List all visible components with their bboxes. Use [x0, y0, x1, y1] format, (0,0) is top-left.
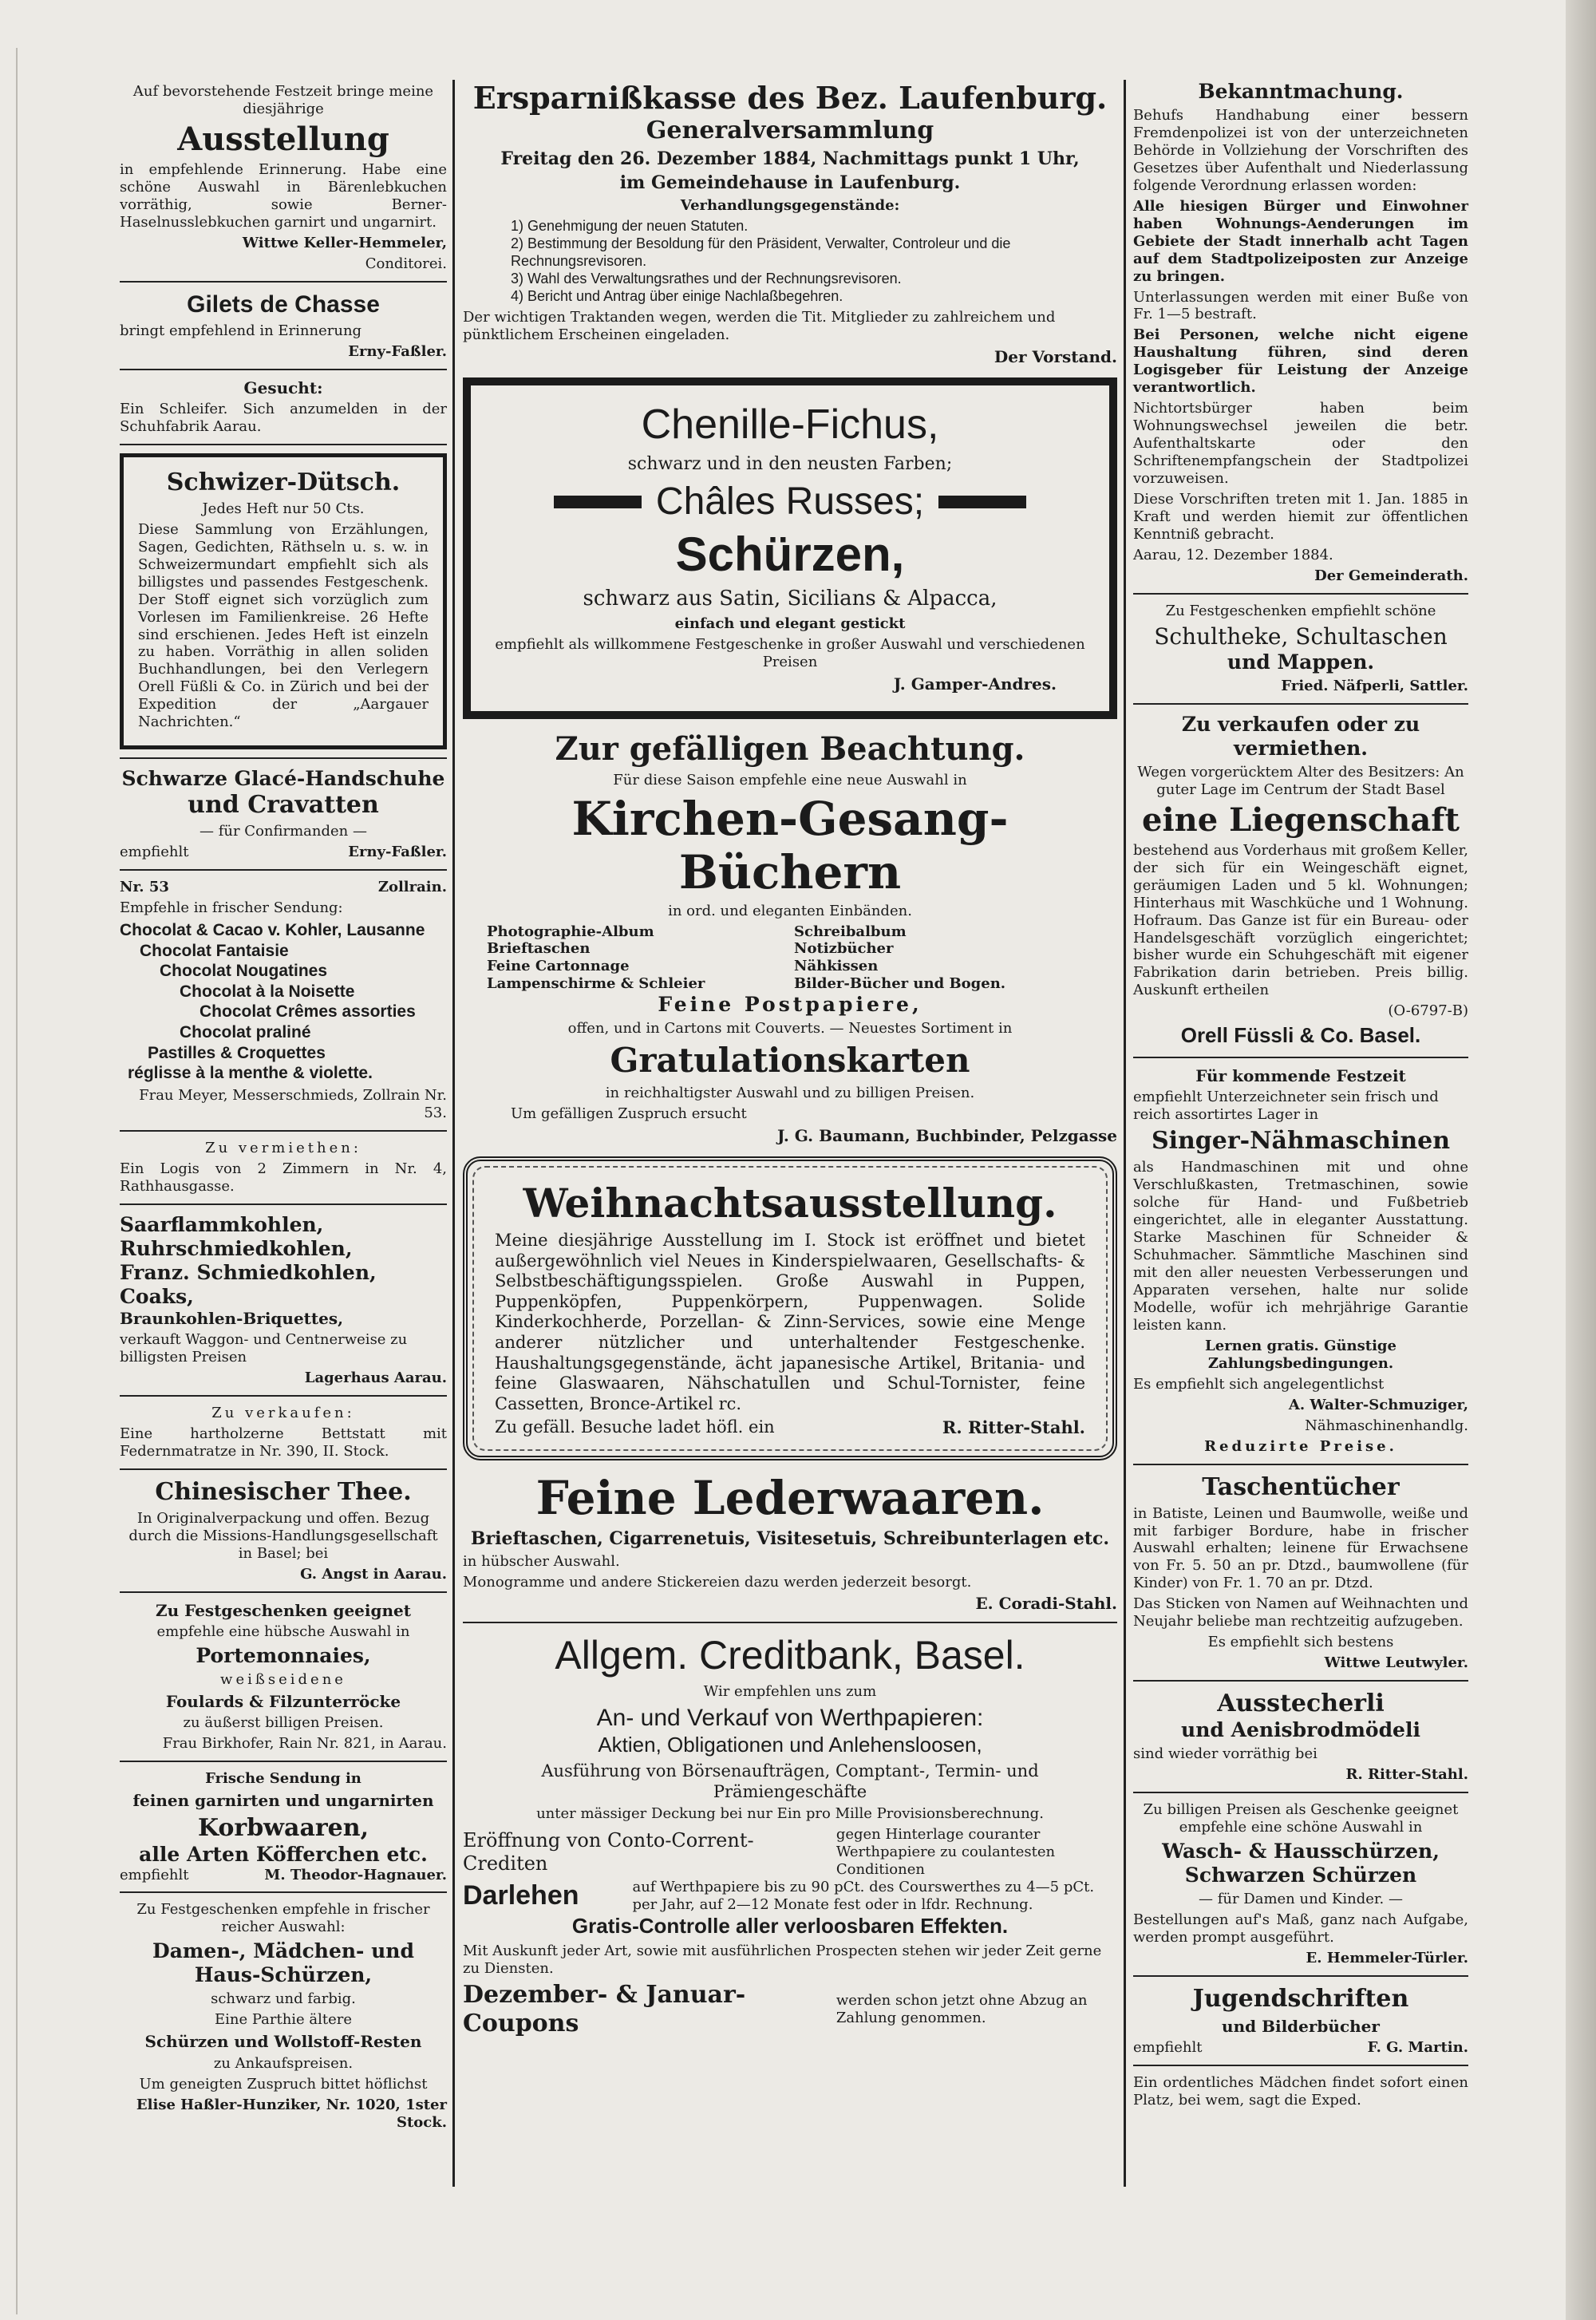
ad-body: Monogramme und andere Stickereien dazu werden jederzeit besorgt.: [463, 1573, 972, 1591]
ad-weihnachtsausstellung: [463, 1156, 1117, 1460]
ad-intro: Wir empfehlen uns zum: [703, 1682, 877, 1700]
agenda-item: 4) Bericht und Antrag über einige Nachlaßbegehren.: [511, 288, 843, 305]
decorative-bar: [554, 496, 642, 508]
ad-korbwaaren: [120, 1770, 447, 1883]
column-left: [120, 80, 447, 2135]
column-center: [463, 80, 1117, 2039]
ad-place: Zollrain.: [377, 879, 447, 896]
ad-bekanntmachung: [1133, 80, 1468, 585]
list-item: Schreibalbum: [794, 923, 907, 940]
divider: [120, 1203, 447, 1205]
ad-title: Jugendschriften: [1192, 1984, 1409, 2013]
ad-bold: Bei Personen, welche nicht eigene Haushaltung führen, sind deren Logisgeber für Leistung der Anzeige verantwortlich.: [1133, 326, 1468, 397]
ad-subtitle: Foulards & Filzunterröcke: [165, 1691, 401, 1711]
ad-body: Zu billigen Preisen als Geschenke geeignet empfehle eine schöne Auswahl in: [1143, 1801, 1459, 1836]
ad-title: Damen-, Mädchen- und Haus-Schürzen,: [152, 1939, 414, 1987]
ad-line: Eröffnung von Conto-Corrent-Crediten: [463, 1828, 754, 1875]
ad-title: Ausstecherli: [1217, 1690, 1385, 1718]
ad-ausstecherli: [1133, 1690, 1468, 1784]
ad-signer: R. Ritter-Stahl.: [942, 1417, 1085, 1438]
ad-body: Um geneigten Zuspruch bittet höflichst: [139, 2075, 428, 2093]
ad-line: Ruhrschmiedkohlen,: [120, 1236, 353, 1260]
agenda-item: 3) Wahl des Verwaltungsrathes und der Rechnungsrevisoren.: [511, 271, 902, 287]
ad-subtitle: einfach und elegant gestickt: [674, 615, 906, 632]
ad-subtitle: — für Damen und Kinder. —: [1199, 1890, 1403, 1907]
ad-headline: Kirchen-Gesang-Büchern: [571, 792, 1009, 899]
ad-gilets: [120, 290, 447, 361]
ad-subtitle: Gratis-Controlle aller verloosbaren Effekten.: [571, 1914, 1009, 1939]
ad-body: als Handmaschinen mit und ohne Verschlußkasten, Tretmaschinen, sowie solche für Hand- und Fußbetrieb eingerichtet, alle in eleganter Ausstattung. Starke Maschinen für Schneider & Schuhmacher. Sämmtliche Maschinen sind mit den aller neuesten Verbesserungen und Apparaten versehen, halte nur solide Modelle, wofür ich mehrjährige Garantie leisten kann.: [1133, 1159, 1468, 1334]
ad-signer: Der Gemeinderath.: [1314, 567, 1468, 584]
ad-title: Zu Festgeschenken geeignet: [156, 1600, 411, 1620]
ad-signer: E. Hemmeler-Türler.: [1306, 1949, 1468, 1966]
ad-title: Schwarzen Schürzen: [1184, 1863, 1417, 1887]
ad-items: Brieftaschen, Cigarrenetuis, Visitesetuis, Schreibunterlagen etc.: [470, 1528, 1110, 1549]
divider: [120, 1891, 447, 1893]
ad-body: Es empfiehlt sich bestens: [1207, 1634, 1394, 1651]
ad-title: Schürzen,: [675, 528, 905, 582]
ad-body: Diese Vorschriften treten mit 1. Jan. 1885 in Kraft und werden hiemit zur öffentlichen Kenntniß gebracht.: [1133, 491, 1468, 543]
ad-subtitle: schwarz und farbig.: [211, 1990, 356, 2008]
ad-body: offen, und in Cartons mit Couverts. — Neuestes Sortiment in: [567, 1020, 1013, 1037]
divider: [120, 1761, 447, 1762]
ad-intro: Für diese Saison empfehle eine neue Auswahl in: [613, 772, 967, 789]
divider: [1133, 2065, 1468, 2066]
ad-line: Franz. Schmiedkohlen,: [120, 1260, 377, 1284]
ad-left-text: empfiehlt: [120, 844, 189, 861]
ad-body: in reichhaltigster Auswahl und zu billigen Preisen.: [605, 1084, 975, 1101]
ad-body: zu Ankaufspreisen.: [213, 2054, 354, 2072]
ad-signer: Erny-Faßler.: [348, 844, 447, 861]
ad-number: Nr. 53: [120, 879, 169, 896]
ad-note: — für Confirmanden —: [200, 823, 367, 840]
ad-date: Freitag den 26. Dezember 1884, Nachmittags punkt 1 Uhr,: [500, 148, 1080, 169]
ad-body: in empfehlende Erinnerung. Habe eine schöne Auswahl in Bärenlebkuchen vorräthig, sowie Berner-Haselnusslebkuchen garnirt und ungarnirt.: [120, 160, 447, 231]
ad-body: Mit Auskunft jeder Art, sowie mit ausführlichen Prospecten stehen wir jeder Zeit gerne zu Diensten.: [463, 1942, 1102, 1977]
divider: [1133, 1464, 1468, 1465]
ad-left-text: empfiehlt: [120, 1866, 189, 1883]
list-item: Feine Cartonnage: [487, 958, 630, 975]
ad-body: Bestellungen auf's Maß, ganz nach Aufgabe, werden prompt ausgeführt.: [1133, 1911, 1468, 1946]
ad-subtitle: schwarz und in den neusten Farben;: [627, 453, 953, 474]
ad-place: im Gemeindehause in Laufenburg.: [619, 172, 961, 194]
ad-title: Bekanntmachung.: [1198, 80, 1404, 103]
ad-signer: M. Theodor-Hagnauer.: [264, 1866, 447, 1883]
ad-schultheke: [1133, 603, 1468, 695]
divider: [1133, 703, 1468, 705]
list-item: Chocolat Fantaisie: [140, 941, 289, 960]
ad-signer: Wittwe Keller-Hemmeler,: [242, 234, 447, 251]
ad-title: Châles Russes;: [655, 480, 925, 523]
ad-thee: [120, 1478, 447, 1583]
ad-chocolat: [120, 879, 447, 1122]
ad-intro: Zu Festgeschenken empfiehlt schöne: [1165, 602, 1436, 619]
ad-subtitle: An- und Verkauf von Werthpapieren:: [596, 1704, 984, 1731]
ad-body: Behufs Handhabung einer bessern Fremdenpolizei ist von der unterzeichneten Behörde in Vollziehung der Vorschriften des Gesetzes über Aufenthalt und Niederlassung folgende Verordnung erlassen worden:: [1133, 107, 1468, 194]
ad-beachtung: [463, 730, 1117, 1145]
ad-signer: A. Walter-Schmuziger,: [1288, 1396, 1468, 1413]
divider: [1133, 1792, 1468, 1793]
ad-signer: Frau Birkhofer, Rain Nr. 821, in Aarau.: [162, 1735, 447, 1753]
ad-body: Es empfiehlt sich angelegentlichst: [1133, 1375, 1385, 1393]
ad-portemonnaies: [120, 1601, 447, 1753]
ad-subtitle: und Bilderbücher: [1222, 2016, 1380, 2036]
ad-ersparnisskasse: [463, 80, 1117, 366]
divider: [120, 444, 447, 445]
ad-title: Gilets de Chasse: [187, 290, 380, 318]
ad-title: Chinesischer Thee.: [155, 1477, 412, 1506]
divider: [120, 1591, 447, 1593]
ad-body: Nichtortsbürger haben beim Wohnungswechsel jeweilen die betr. Aufenthaltskarte oder den Schriftenempfangschein der Stadtpolizei vorzuweisen.: [1133, 400, 1468, 488]
ad-bold: Schürzen und Wollstoff-Resten: [144, 2032, 422, 2052]
ad-body: Eine Parthie ältere: [214, 2011, 353, 2029]
ad-title: Allgem. Creditbank, Basel.: [555, 1632, 1025, 1678]
ad-title: Zu verkaufen oder zu vermiethen.: [1181, 712, 1420, 760]
ad-signer: E. Coradi-Stahl.: [975, 1594, 1117, 1614]
list-item: Photographie-Album: [487, 923, 654, 940]
ad-title: Schwizer-Dütsch.: [166, 468, 401, 496]
ad-signer: J. Gamper-Andres.: [893, 674, 1057, 694]
list-item: Chocolat praliné: [180, 1023, 311, 1042]
divider: [120, 1468, 447, 1470]
ad-vermiethen: [120, 1140, 447, 1196]
ad-line: Saarflammkohlen,: [120, 1212, 324, 1236]
ad-body: in Batiste, Leinen und Baumwolle, weiße und mit farbiger Bordure, habe in frischer Auswahl erhalten; leinene für Erwachsene von Fr. 5. 50 an pr. Dtzd., baumwollene (für Kinder) von Fr. 1. 70 an pr. Dtzd.: [1133, 1504, 1468, 1592]
ad-body: zu äußerst billigen Preisen.: [183, 1714, 384, 1732]
ad-title: Ausstellung: [177, 120, 389, 158]
ad-body: empfiehlt als willkommene Festgeschenke in großer Auswahl und verschiedenen Preisen: [495, 635, 1085, 670]
ad-body: bringt empfehlend in Erinnerung: [120, 322, 362, 339]
ad-intro: Empfehle in frischer Sendung:: [120, 899, 343, 917]
ad-headline: eine Liegenschaft: [1142, 800, 1460, 839]
ad-verkaufen: [120, 1405, 447, 1460]
ad-body: empfiehlt Unterzeichneter sein frisch und reich assortirtes Lager in: [1133, 1089, 1439, 1124]
ad-creditbank: [463, 1631, 1117, 2039]
ad-title: Chenille-Fichus,: [641, 401, 939, 449]
ad-title: Gesucht:: [243, 377, 323, 397]
list-item: Nähkissen: [794, 958, 879, 975]
ad-body: auf Werthpapiere bis zu 90 pCt. des Courswerthes zu 4—5 pCt. per Jahr, auf 2—12 Monate fest oder in lfdr. Rechnung.: [632, 1879, 1095, 1914]
ad-liegenschaft: [1133, 713, 1468, 1049]
divider: [1133, 593, 1468, 595]
decorative-bar: [938, 496, 1026, 508]
list-item: Lampenschirme & Schleier: [487, 975, 705, 993]
ad-subtitle: schwarz aus Satin, Sicilians & Alpacca,: [583, 587, 998, 611]
ad-body: sind wieder vorräthig bei: [1133, 1745, 1317, 1763]
ad-intro: Für kommende Festzeit: [1195, 1066, 1406, 1085]
ad-subtitle: und Cravatten: [188, 791, 379, 820]
ad-signer: Frau Meyer, Messerschmieds, Zollrain Nr. 53.: [139, 1086, 447, 1121]
ad-signer: Elise Haßler-Hunziker, Nr. 1020, 1ster Stock.: [136, 2096, 447, 2131]
agenda-item: 2) Bestimmung der Besoldung für den Präsident, Verwalter, Controleur und die Rechnungsrevisoren.: [511, 235, 1011, 270]
ad-title: Zur gefälligen Beachtung.: [555, 730, 1025, 769]
column-rule-1: [452, 80, 455, 2187]
ad-subtitle: feinen garnirten und ungarnirten: [132, 1791, 434, 1811]
ad-headline: Gratulationskarten: [610, 1041, 970, 1081]
list-item: Chocolat à la Noisette: [180, 982, 355, 1001]
ad-price: Jedes Heft nur 50 Cts.: [202, 500, 365, 517]
ad-body: Ein Logis von 2 Zimmern in Nr. 4, Rathhausgasse.: [120, 1160, 447, 1195]
ad-signer: Der Vorstand.: [994, 346, 1117, 366]
ad-body: Meine diesjährige Ausstellung im I. Stock ist eröffnet und bietet außergewöhnlich viel Neues in Kinderspielwaaren, Gesellschafts- & Selbstbeschäftigungsspielen. Große Auswahl in Puppen, Puppenköpfen, Puppenkörpern, Puppenwagen. Solide Kinderkochherde, Porzellan- & Zinn-Services, sowie eine Menge anderer nützlicher und unterhaltender Festgeschenke. Haushaltungsgegenstände, ächt japanesische Artikel, Britania- und feine Glaswaaren, Nähschatullen und Schul-Tornister, feine Cassetten, Bronce-Artikel rc.: [495, 1230, 1085, 1413]
ad-chenille: [463, 377, 1117, 719]
ad-title: Schwarze Glacé-Handschuhe: [121, 767, 445, 791]
ad-title: Zu vermiethen:: [205, 1139, 361, 1156]
page-binding-edge: [1566, 0, 1596, 2320]
divider: [1133, 1057, 1468, 1058]
ad-body: bestehend aus Vorderhaus mit großem Keller, der sich für ein Weingeschäft eignet, geräumigen Laden und 5 kl. Wohnungen; Hinterhaus mit Waschküche und 1 Wohnung. Hofraum. Das Ganze ist für ein Bureau- oder Handelsgeschäft vorzüglich eingerichtet; bisher wurde ein Schuhgeschäft mit eigener Fabrikation darin betrieben. Preis billig. Auskunft ertheilen: [1133, 841, 1468, 999]
divider: [120, 281, 447, 283]
divider: [120, 369, 447, 370]
ad-schwizer-duetsch: [120, 453, 447, 749]
column-right: [1133, 80, 1468, 2113]
ad-signer: G. Angst in Aarau.: [300, 1565, 447, 1583]
ad-body: empfehle eine hübsche Auswahl in: [156, 1622, 410, 1640]
ad-signer: F. G. Martin.: [1367, 2039, 1468, 2057]
ad-line: Coaks,: [120, 1284, 194, 1308]
ad-title: Zu verkaufen:: [211, 1404, 355, 1421]
ad-signer: Fried. Näfperli, Sattler.: [1281, 677, 1468, 694]
ad-subtitle: und Aenisbrodmödeli: [1181, 1718, 1420, 1742]
ad-title: Korbwaaren,: [197, 1813, 369, 1842]
ad-waschschuerzen: [1133, 1801, 1468, 1967]
ad-intro: Frische Sendung in: [205, 1770, 361, 1788]
list-item: réglisse à la menthe & violette.: [128, 1064, 373, 1083]
divider: [463, 1622, 1117, 1623]
ad-title: Feine Lederwaaren.: [535, 1471, 1045, 1526]
ad-note: Der wichtigen Traktanden wegen, werden die Tit. Mitglieder zu zahlreichem und pünktlichem Erscheinen eingeladen.: [463, 308, 1056, 343]
ad-title: Wasch- & Hausschürzen,: [1162, 1839, 1440, 1863]
ad-title: Singer-Nähmaschinen: [1151, 1127, 1451, 1156]
ad-body: Um gefälligen Zuspruch ersucht: [511, 1105, 747, 1122]
list-item: Chocolat Crêmes assorties: [200, 1002, 416, 1022]
ad-title: Taschentücher: [1202, 1472, 1400, 1501]
ad-signer: Lagerhaus Aarau.: [304, 1369, 447, 1386]
list-item: Pastilles & Croquettes: [148, 1043, 326, 1062]
ad-agenda-title: Verhandlungsgegenstände:: [680, 197, 900, 215]
list-item: Bilder-Bücher und Bogen.: [794, 975, 1006, 993]
ad-signer: J. G. Baumann, Buchbinder, Pelzgasse: [776, 1125, 1117, 1145]
ad-ausstellung: [120, 83, 447, 273]
ad-title: Ersparnißkasse des Bez. Laufenburg.: [472, 80, 1108, 116]
ad-line: Braunkohlen-Briquettes,: [120, 1308, 344, 1328]
ad-subtitle: Generalversammlung: [646, 116, 934, 144]
ad-line: Dezember- & Januar-Coupons: [463, 1980, 746, 2038]
ad-title: alle Arten Köfferchen etc.: [139, 1842, 428, 1866]
ad-gesucht: [120, 378, 447, 436]
ad-body: Ein Schleifer. Sich anzumelden in der Schuhfabrik Aarau.: [120, 400, 447, 435]
ad-line: Darlehen: [463, 1880, 579, 1911]
ad-body: Diese Sammlung von Erzählungen, Sagen, Gedichten, Räthseln u. s. w. in Schweizermundart empfiehlt sich als billigstes und passendes Festgeschenk. Der Stoff eignet sich vorzüglich zum Vorlesen im Familienkreise. 26 Hefte sind erschienen. Jedes Heft ist einzeln zu haben. Vorräthig in allen soliden Buchhandlungen, bei den Verlegern Orell Füßli & Co. in Zürich und bei der Expedition der „Aargauer Nachrichten.“: [138, 520, 429, 731]
ad-lederwaaren: [463, 1472, 1117, 1614]
ad-title: Weihnachtsausstellung.: [523, 1179, 1057, 1227]
ad-body: Unterlassungen werden mit einer Buße von Fr. 1—5 bestraft.: [1133, 288, 1468, 323]
divider: [1133, 1975, 1468, 1977]
ad-body: In Originalverpackung und offen. Bezug durch die Missions-Handlungsgesellschaft in Basel; bei: [128, 1509, 438, 1562]
ad-body: Ein ordentliches Mädchen findet sofort einen Platz, bei wem, sagt die Exped.: [1133, 2074, 1468, 2109]
ad-subtitle: und Mappen.: [1227, 650, 1375, 674]
ad-title: Schultheke, Schultaschen: [1154, 622, 1448, 650]
ad-bold: Alle hiesigen Bürger und Einwohner haben Wohnungs-Aenderungen im Gebiete der Stadt innerhalb acht Tagen auf dem Stadtpolizeiposten zur Anzeige zu bringen.: [1133, 197, 1468, 285]
ad-subtitle: Aktien, Obligationen und Anlehensloosen,: [598, 1733, 982, 1757]
ad-subtitle: in hübscher Auswahl.: [463, 1552, 620, 1570]
ad-handschuhe: [120, 767, 447, 861]
ad-headline: Portemonnaies,: [196, 1643, 371, 1667]
ad-date: Aarau, 12. Dezember 1884.: [1133, 546, 1333, 563]
ad-role: Nähmaschinenhandlg.: [1305, 1417, 1468, 1434]
divider: [120, 869, 447, 871]
ad-code: (O-6797-B): [1388, 1002, 1468, 1020]
ad-body: Eine hartholzerne Bettstatt mit Federnmatratze in Nr. 390, II. Stock.: [120, 1425, 447, 1460]
divider: [120, 757, 447, 759]
ad-body: gegen Hinterlage couranter Werthpapiere zu coulantesten Conditionen: [836, 1826, 1056, 1879]
ad-taschentuecher: [1133, 1473, 1468, 1673]
ad-subtitle: in ord. und eleganten Einbänden.: [668, 902, 912, 919]
divider: [120, 1395, 447, 1397]
ad-role: Conditorei.: [365, 255, 447, 272]
ad-body: Lernen gratis. Günstige Zahlungsbedingungen.: [1205, 1337, 1396, 1372]
ad-body: werden schon jetzt ohne Abzug an Zahlung genommen.: [836, 1992, 1088, 2027]
ad-subtitle: weißseidene: [220, 1670, 346, 1688]
ad-body: unter mässiger Deckung bei nur Ein pro Mille Provisionsberechnung.: [536, 1805, 1044, 1823]
ad-signer: Erny-Faßler.: [348, 342, 447, 360]
ad-kohlen: [120, 1213, 447, 1387]
ad-signer: R. Ritter-Stahl.: [1345, 1766, 1468, 1784]
ad-schuerzen: [120, 1901, 447, 2131]
column-rule-2: [1124, 80, 1126, 2187]
ad-intro: Zu Festgeschenken empfehle in frischer reicher Auswahl:: [136, 1901, 430, 1936]
ad-intro: Wegen vorgerücktem Alter des Besitzers: An guter Lage im Centrum der Stadt Basel: [1137, 763, 1464, 798]
divider: [120, 1130, 447, 1132]
ad-maedchen: [1133, 2074, 1468, 2109]
ad-signer: Wittwe Leutwyler.: [1324, 1654, 1468, 1672]
list-item: Chocolat Nougatines: [160, 962, 328, 981]
ad-left-text: empfiehlt: [1133, 2039, 1203, 2057]
list-item: Chocolat & Cacao v. Kohler, Lausanne: [120, 921, 425, 940]
list-item: Notizbücher: [794, 940, 894, 958]
ad-intro: Auf bevorstehende Festzeit bringe meine diesjährige: [132, 83, 434, 117]
ad-line: Ausführung von Börsenaufträgen, Comptant-, Termin- und Prämiengeschäfte: [541, 1761, 1039, 1801]
divider: [1133, 1680, 1468, 1682]
list-item: Brieftaschen: [487, 940, 591, 958]
ad-subtitle: Feine Postpapiere,: [658, 993, 922, 1017]
ad-jugendschriften: [1133, 1985, 1468, 2057]
ad-naehmaschinen: [1133, 1066, 1468, 1456]
ad-invite: Zu gefäll. Besuche ladet höfl. ein: [495, 1417, 775, 1437]
agenda-item: 1) Genehmigung der neuen Statuten.: [511, 218, 749, 235]
ad-body: Das Sticken von Namen auf Weihnachten und Neujahr beliebe man rechtzeitig aufzugeben.: [1133, 1595, 1468, 1630]
ad-note: Reduzirte Preise.: [1204, 1437, 1397, 1455]
ad-body: verkauft Waggon- und Centnerweise zu billigsten Preisen: [120, 1331, 408, 1366]
ad-signer: Orell Füssli & Co. Basel.: [1180, 1023, 1421, 1048]
